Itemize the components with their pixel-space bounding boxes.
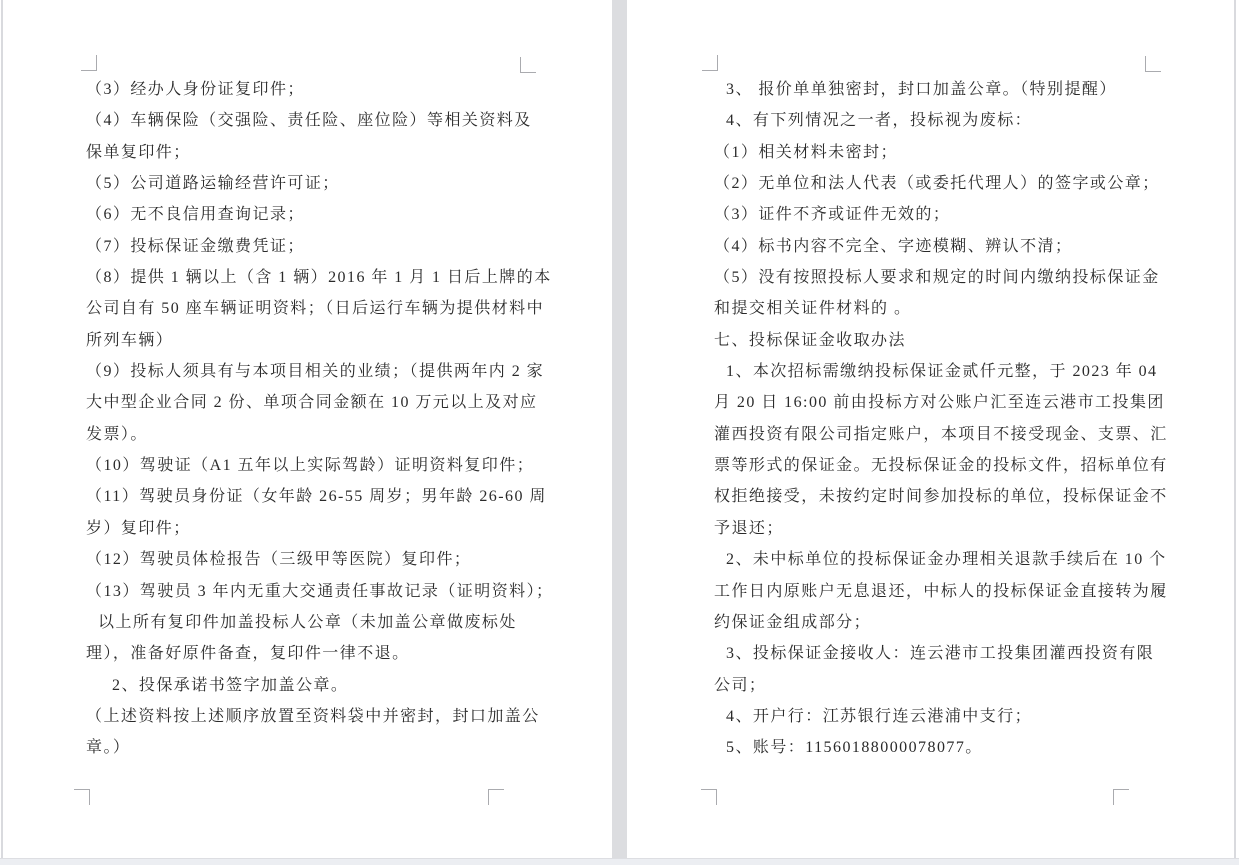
doc-line[interactable]: 理），准备好原件备查，复印件一律不退。	[86, 645, 410, 663]
margin-mark-bottom-left	[701, 789, 717, 805]
margin-mark-bottom-left	[74, 789, 90, 805]
doc-line[interactable]: （11）驾驶员身份证（女年龄 26-55 周岁；男年龄 26-60 周	[86, 488, 547, 506]
doc-line[interactable]: 章。）	[86, 739, 131, 757]
doc-line[interactable]: （9）投标人须具有与本项目相关的业绩；（提供两年内 2 家	[86, 363, 545, 381]
doc-line[interactable]: （上述资料按上述顺序放置至资料袋中并密封，封口加盖公	[86, 707, 540, 725]
doc-line[interactable]: 2、未中标单位的投标保证金办理相关退款手续后在 10 个	[726, 551, 1167, 569]
doc-line[interactable]: 月 20 日 16:00 前由投标方对公账户汇至连云港市工投集团	[714, 394, 1165, 412]
doc-line[interactable]: 灌西投资有限公司指定账户，本项目不接受现金、支票、汇	[714, 425, 1168, 443]
doc-line[interactable]: 2、投保承诺书签字加盖公章。	[112, 676, 349, 694]
doc-line[interactable]: 4、有下列情况之一者，投标视为废标：	[726, 112, 1033, 130]
left-edge-line	[1, 0, 3, 858]
page-right-text[interactable]	[714, 74, 1206, 764]
doc-line[interactable]: 3、 报价单单独密封，封口加盖公章。（特别提醒）	[726, 81, 1117, 98]
doc-line[interactable]: （7）投标保证金缴费凭证；	[86, 237, 305, 255]
page-right[interactable]	[627, 0, 1234, 858]
margin-mark-top-right	[520, 57, 536, 73]
doc-line[interactable]: （13）驾驶员 3 年内无重大交通责任事故记录（证明资料）；	[86, 582, 554, 600]
margin-mark-top-left	[81, 55, 97, 71]
doc-line[interactable]: （10）驾驶证（A1 五年以上实际驾龄）证明资料复印件；	[86, 457, 535, 475]
doc-line[interactable]: 大中型企业合同 2 份、单项合同金额在 10 万元以上及对应	[86, 394, 538, 412]
doc-line[interactable]: 公司自有 50 座车辆证明资料；（日后运行车辆为提供材料中	[86, 300, 545, 318]
page-left-text[interactable]	[86, 74, 578, 764]
doc-line[interactable]: 3、投标保证金接收人：连云港市工投集团灌西投资有限	[726, 645, 1155, 663]
margin-mark-bottom-right	[488, 789, 504, 805]
doc-line[interactable]: （1）相关材料未密封；	[714, 143, 898, 161]
doc-line[interactable]: 和提交相关证件材料的 。	[714, 300, 912, 318]
doc-line[interactable]: （3）经办人身份证复印件；	[86, 81, 305, 98]
doc-line[interactable]: （5）公司道路运输经营许可证；	[86, 175, 340, 193]
doc-line[interactable]: 权拒绝接受，未按约定时间参加投标的单位，投标保证金不	[714, 488, 1168, 506]
doc-line[interactable]: （6）无不良信用查询记录；	[86, 206, 305, 224]
doc-line[interactable]: 公司；	[714, 676, 767, 694]
page-left[interactable]	[3, 0, 612, 858]
right-edge-line	[1234, 0, 1236, 858]
doc-line[interactable]: 保单复印件；	[86, 143, 191, 161]
doc-line[interactable]: （3）证件不齐或证件无效的；	[714, 206, 951, 224]
page-gutter	[612, 0, 627, 858]
doc-line[interactable]: （4）车辆保险（交强险、责任险、座位险）等相关资料及	[86, 112, 532, 130]
margin-mark-top-left	[702, 55, 718, 71]
bottom-strip	[0, 858, 1239, 865]
doc-line[interactable]: 约保证金组成部分；	[714, 613, 872, 631]
doc-line[interactable]: 工作日内原账户无息退还，中标人的投标保证金直接转为履	[714, 582, 1168, 600]
doc-line[interactable]: 七、投标保证金收取办法	[714, 331, 906, 349]
doc-line[interactable]: （12）驾驶员体检报告（三级甲等医院）复印件；	[86, 551, 472, 569]
doc-line[interactable]: 1、本次招标需缴纳投标保证金贰仟元整，于 2023 年 04	[726, 363, 1158, 381]
doc-line[interactable]: 发票）。	[86, 425, 148, 443]
doc-line[interactable]: 5、账号：11560188000078077。	[726, 739, 983, 757]
doc-line[interactable]: 以上所有复印件加盖投标人公章（未加盖公章做废标处	[98, 613, 517, 631]
margin-mark-top-right	[1145, 56, 1161, 72]
doc-line[interactable]: （2）无单位和法人代表（或委托代理人）的签字或公章；	[714, 175, 1160, 193]
margin-mark-bottom-right	[1113, 789, 1129, 805]
doc-line[interactable]: （5）没有按照投标人要求和规定的时间内缴纳投标保证金	[714, 269, 1160, 287]
doc-line[interactable]: 票等形式的保证金。无投标保证金的投标文件，招标单位有	[714, 457, 1168, 475]
doc-line[interactable]: 岁）复印件；	[86, 519, 191, 537]
doc-line[interactable]: （8）提供 1 辆以上（含 1 辆）2016 年 1 月 1 日后上牌的本	[86, 269, 552, 287]
doc-line[interactable]: 予退还；	[714, 519, 784, 537]
doc-line[interactable]: （4）标书内容不完全、字迹模糊、辨认不清；	[714, 237, 1073, 255]
doc-line[interactable]: 4、开户行：江苏银行连云港浦中支行；	[726, 707, 1033, 725]
doc-line[interactable]: 所列车辆）	[86, 331, 174, 349]
